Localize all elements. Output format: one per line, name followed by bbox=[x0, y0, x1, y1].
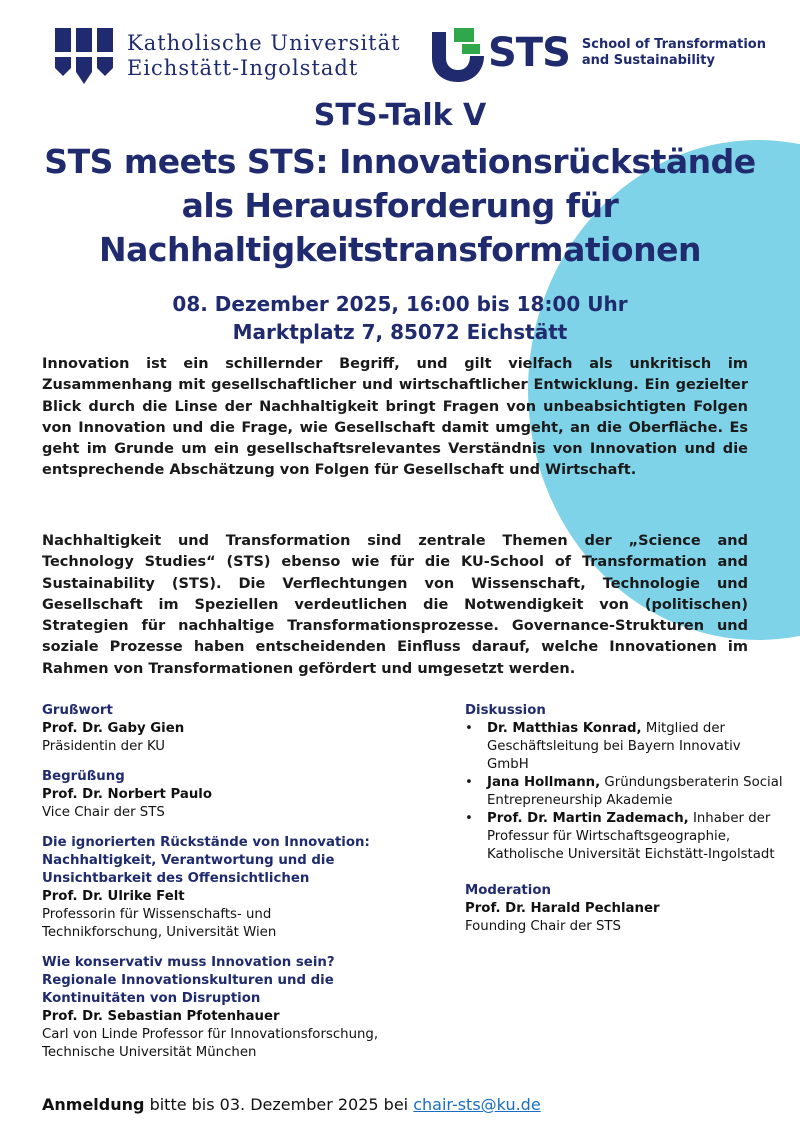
ku-name-line2: Eichstätt-Ingolstadt bbox=[127, 56, 359, 80]
discussion-item bbox=[465, 720, 785, 774]
panelist-name: Jana Hollmann, bbox=[487, 775, 601, 790]
program-talk-2 bbox=[42, 954, 442, 1062]
speaker-name: Prof. Dr. Harald Pechlaner bbox=[465, 901, 660, 916]
discussion-item bbox=[465, 774, 785, 810]
sts-logo-word: STS bbox=[488, 30, 570, 76]
talk-title-line: Unsichtbarkeit des Offensichtlichen bbox=[42, 871, 310, 886]
event-title bbox=[0, 140, 800, 272]
intro-paragraph-1: Innovation ist ein schillernder Begriff, und gilt vielfach als unkritisch im Zusammenhang mit gesellschaftlicher und wirtschaftlicher Entwicklung. Ein gezielter Blick durch die Linse der Nachhaltigkeit bringt Fragen von unbeabsichtigten Folgen von Innovation und die Frage, wie Gesellschaft damit umgeht, an die Oberfläche. Es geht im Grunde um ein gesellschaftsrelevantes Verständnis von Innovation und die entsprechende Abschätzung von Folgen für Gesellschaft und Wirtschaft. bbox=[42, 356, 748, 479]
title-line-1: STS meets STS: Innovationsrückstände bbox=[44, 142, 756, 181]
registration-note bbox=[42, 1095, 541, 1114]
panelist-role: Inhaber der Professur für Wirtschaftsgeographie, Katholische Universität Eichstätt-Ingolstadt bbox=[487, 811, 775, 862]
program-talk-1 bbox=[42, 834, 442, 942]
speaker-role-line: Professorin für Wissenschafts- und bbox=[42, 907, 272, 922]
registration-label: Anmeldung bbox=[42, 1095, 145, 1114]
registration-email-link[interactable]: chair-sts@ku.de bbox=[413, 1095, 541, 1114]
speaker-role: Vice Chair der STS bbox=[42, 805, 165, 820]
speaker-role-line: Carl von Linde Professor für Innovationsforschung, bbox=[42, 1027, 379, 1042]
speaker-name: Prof. Dr. Ulrike Felt bbox=[42, 889, 185, 904]
speaker-role-line: Technikforschung, Universität Wien bbox=[42, 925, 277, 940]
talk-title-line: Wie konservativ muss Innovation sein? bbox=[42, 955, 335, 970]
ku-name-line1: Katholische Universität bbox=[127, 31, 401, 55]
panelist-role: Gründungsberaterin Social Entrepreneurship Akademie bbox=[487, 775, 783, 808]
section-title: Moderation bbox=[465, 883, 551, 898]
speaker-role: Founding Chair der STS bbox=[465, 919, 621, 934]
sts-logo bbox=[428, 24, 766, 82]
speaker-role-line: Technische Universität München bbox=[42, 1045, 257, 1060]
sts-logo-sub2: and Sustainability bbox=[581, 53, 715, 68]
discussion-list bbox=[465, 720, 785, 864]
event-location: Marktplatz 7, 85072 Eichstätt bbox=[232, 320, 568, 344]
discussion-item bbox=[465, 810, 785, 864]
sts-emblem-icon bbox=[428, 24, 486, 82]
speaker-role: Präsidentin der KU bbox=[42, 739, 166, 754]
sts-logo-sub1: School of Transformation bbox=[581, 37, 766, 52]
registration-text: bitte bis 03. Dezember 2025 bei bbox=[149, 1095, 409, 1114]
program-diskussion bbox=[465, 702, 785, 864]
event-info bbox=[0, 290, 800, 346]
talk-title-line: Kontinuitäten von Disruption bbox=[42, 991, 261, 1006]
title-line-3: Nachhaltigkeitstransformationen bbox=[99, 230, 701, 269]
talk-title-line: Die ignorierten Rückstände von Innovation: bbox=[42, 835, 370, 850]
title-line-2: als Herausforderung für bbox=[181, 186, 619, 225]
section-title: Begrüßung bbox=[42, 769, 125, 784]
speaker-name: Prof. Dr. Norbert Paulo bbox=[42, 787, 212, 802]
panelist-role: Mitglied der Geschäftsleitung bei Bayern Innovativ GmbH bbox=[487, 721, 741, 772]
speaker-name: Prof. Dr. Gaby Gien bbox=[42, 721, 185, 736]
panelist-name: Prof. Dr. Martin Zademach, bbox=[487, 811, 689, 826]
speaker-name: Prof. Dr. Sebastian Pfotenhauer bbox=[42, 1009, 280, 1024]
section-title: Diskussion bbox=[465, 703, 546, 718]
talk-title-line: Nachhaltigkeit, Verantwortung und die bbox=[42, 853, 335, 868]
event-date: 08. Dezember 2025, 16:00 bis 18:00 Uhr bbox=[172, 292, 628, 316]
ku-emblem-icon bbox=[55, 28, 113, 84]
event-subtitle: STS-Talk V bbox=[313, 98, 487, 133]
ku-logo bbox=[55, 28, 401, 84]
program-right-column bbox=[465, 702, 785, 948]
talk-title-line: Regionale Innovationskulturen und die bbox=[42, 973, 334, 988]
program-moderation bbox=[465, 882, 785, 936]
intro-paragraph-2: Nachhaltigkeit und Transformation sind zentrale Themen der „Science and Technology Studies“ (STS) ebenso wie für die KU-School of Transformation and Sustainability (STS). Die Verflechtungen von Wissenschaft, Technologie und Gesellschaft im Speziellen verdeutlichen die Notwendigkeit von (politischen) Strategien für nachhaltige Transformationsprozesse. Governance-Strukturen und soziale Prozesse haben entscheidenden Einfluss darauf, welche Innovationen im Rahmen von Transformationen gefördert und umgesetzt werden. bbox=[42, 533, 748, 677]
section-title: Grußwort bbox=[42, 703, 113, 718]
program-left-column bbox=[42, 702, 442, 1074]
panelist-name: Dr. Matthias Konrad, bbox=[487, 721, 642, 736]
program-begruessung bbox=[42, 768, 442, 822]
program-grusswort bbox=[42, 702, 442, 756]
